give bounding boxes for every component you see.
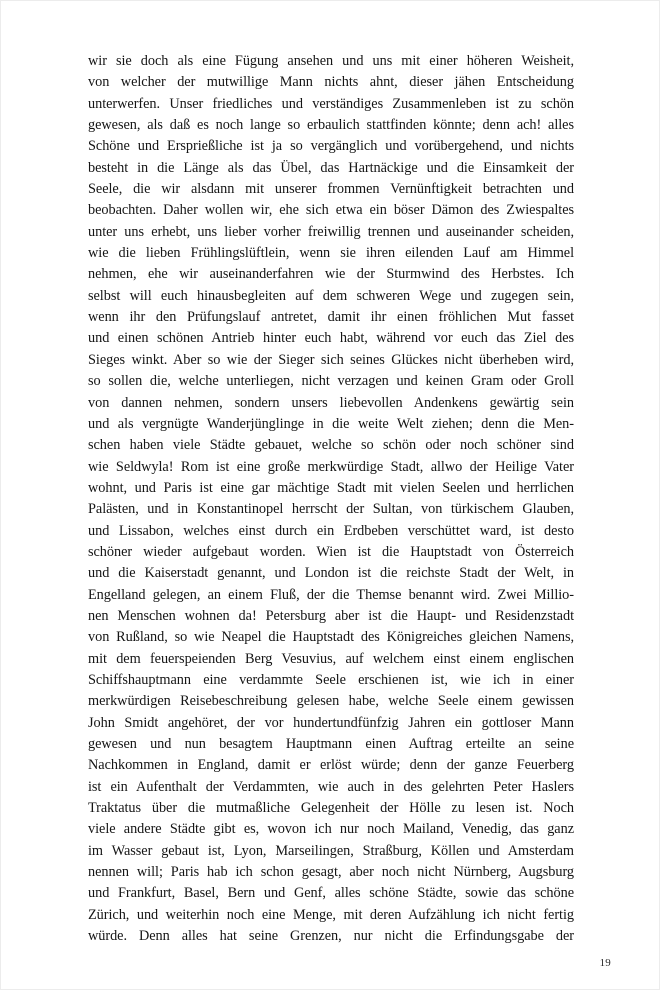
- text-line: und als vergnügte Wanderjünglinge in die weite Welt ziehen; denn die Men-: [88, 415, 574, 432]
- text-line: mit dem feuerspeienden Berg Vesuvius, auf welchem einst einem englischen: [88, 650, 574, 667]
- text-line: unter uns erhebt, uns lieber vorher freiwillig trennen und auseinander scheiden,: [88, 223, 574, 240]
- text-line: schen haben viele Städte gebauet, welche so schön oder noch schöner sind: [88, 437, 574, 454]
- text-line: und Frankfurt, Basel, Bern und Genf, alles schöne Städte, sowie das schöne: [88, 885, 574, 902]
- text-line: Schiffshauptmann eine verdammte Seele erschienen ist, wie ich in einer: [88, 671, 574, 688]
- text-line: wir sie doch als eine Fügung ansehen und uns mit einer höheren Weisheit,: [88, 53, 574, 69]
- text-line: besteht in die Länge als das Übel, das Hartnäckige und die Einsamkeit der: [88, 159, 574, 176]
- text-line: John Smidt angehöret, der vor hundertundfünfzig Jahren ein gottloser Mann: [88, 714, 574, 731]
- text-line: im Wasser gebaut ist, Lyon, Marseilingen, Straßburg, Köllen und Amsterdam: [88, 842, 574, 859]
- text-line: und die Kaiserstadt genannt, und London ist die reichste Stadt der Welt, in: [88, 565, 574, 582]
- text-line: Sieges winkt. Aber so wie der Sieger sich seines Glückes nicht überheben wird,: [88, 351, 574, 368]
- text-line: Palästen, und in Konstantinopel herrscht der Sultan, von türkischem Glauben,: [88, 501, 574, 518]
- text-line: schöner wieder aufgebaut worden. Wien ist die Hauptstadt von Österreich: [88, 543, 574, 560]
- text-line: wie die lieben Frühlingslüftlein, wenn sie ihren eilenden Lauf am Himmel: [88, 245, 574, 262]
- text-line: Zürich, und weiterhin noch eine Menge, mit deren Aufzählung ich nicht fertig: [88, 906, 574, 923]
- text-line: nehmen, ehe wir auseinanderfahren wie der Sturmwind des Herbstes. Ich: [88, 266, 574, 283]
- text-line: und Lissabon, welches einst durch ein Erdbeben verschüttet ward, ist desto: [88, 522, 574, 539]
- text-line: nennen will; Paris hab ich schon gesagt, aber noch nicht Nürnberg, Augsburg: [88, 864, 574, 881]
- text-line: von welcher der mutwillige Mann nichts ahnt, dieser jähen Entscheidung: [88, 74, 574, 91]
- text-line: merkwürdigen Reisebeschreibung gelesen habe, welche Seele einem gewissen: [88, 693, 574, 710]
- text-line: von Rußland, so wie Neapel die Hauptstadt des Königreiches gleichen Namens,: [88, 629, 574, 646]
- text-line: Nachkommen in England, damit er erlöst würde; denn der ganze Feuerberg: [88, 757, 574, 774]
- text-line: von dannen nehmen, sondern unsers liebevollen Andenkens gewärtig sein: [88, 394, 574, 411]
- text-line: wie Seldwyla! Rom ist eine große merkwürdige Stadt, allwo der Heilige Vater: [88, 458, 574, 475]
- text-line: ist ein Aufenthalt der Verdammten, wie auch in des gelehrten Peter Haslers: [88, 778, 574, 795]
- page-number: 19: [599, 957, 611, 969]
- text-line: nen Menschen wohnen da! Petersburg aber ist die Haupt- und Residenzstadt: [88, 607, 574, 624]
- text-line: Schöne und Ersprießliche ist ja so vergänglich und vorübergehend, und nichts: [88, 138, 574, 155]
- text-line: unterwerfen. Unser friedliches und verständiges Zusammenleben ist zu schön: [88, 95, 574, 112]
- text-line: wenn ihr den Prüfungslauf antretet, damit ihr einen fröhlichen Mut fasset: [88, 309, 574, 326]
- text-line: beobachten. Daher wollen wir, ehe sich etwa ein böser Dämon des Zwiespaltes: [88, 202, 574, 219]
- text-line: gewesen und nun besagtem Hauptmann einen Auftrag erteilte an seine: [88, 736, 574, 752]
- text-line: so sollen die, welche unterliegen, nicht verzagen und keinen Gram oder Groll: [88, 373, 574, 390]
- text-line: selbst will euch hinausbegleiten auf dem schweren Wege und zugegen sein,: [88, 287, 574, 304]
- text-line: gewesen, als daß es noch lange so erbaulich stattfinden könnte; denn ach! alles: [88, 117, 574, 134]
- text-line: und einen schönen Antrieb hinter euch habt, während vor euch das Ziel des: [88, 330, 574, 347]
- text-line: Seele, die wir alsdann mit unserer frommen Vernünftigkeit betrachten und: [88, 181, 574, 198]
- text-line: viele andere Städte gibt es, wovon ich nur noch Mailand, Venedig, das ganz: [88, 821, 574, 838]
- text-line: wohnt, und Paris ist eine gar mächtige Stadt mit vielen Seelen und herrlichen: [88, 479, 574, 496]
- text-line: würde. Denn alles hat seine Grenzen, nur nicht die Erfindungsgabe der: [88, 928, 574, 945]
- text-line: Engelland gelegen, an einem Fluß, der die Themse benannt wird. Zwei Millio-: [88, 586, 574, 603]
- text-line: Traktatus über die mutmaßliche Gelegenheit der Hölle zu lesen ist. Noch: [88, 800, 574, 817]
- page-text: [88, 51, 574, 947]
